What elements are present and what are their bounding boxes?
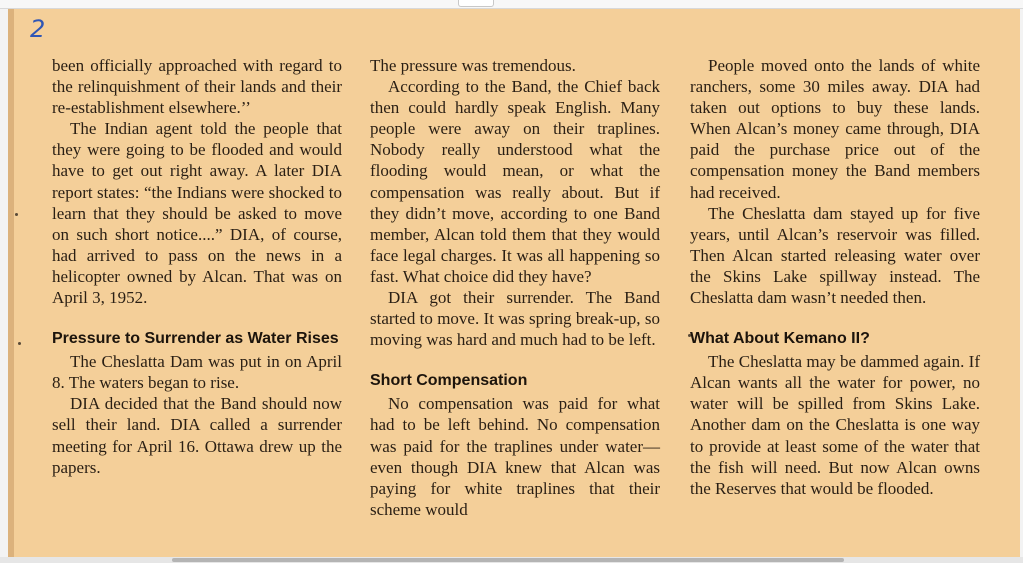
paragraph: DIA decided that the Band should now sell their land. DIA called a surrender meeting for April 16. Ottawa drew up the papers. (52, 394, 342, 477)
paragraph: No compensation was paid for what had to be left behind. No compensation was paid for the traplines under water—even though DIA knew that Alcan was paying for white traplines that their scheme would (370, 394, 660, 519)
paragraph: The Cheslatta dam stayed up for five years, until Alcan’s reservoir was filled. Then Alcan started releasing water over the Skins Lake spillway instead. The Cheslatta dam wasn’t needed then. (690, 203, 980, 308)
margin-mark (15, 213, 18, 216)
toolbar-toggle-handle[interactable] (458, 0, 494, 7)
scanned-page (8, 9, 1020, 557)
page-number: 2 (30, 15, 46, 43)
section-heading: What About Kemano II? (690, 330, 870, 348)
paragraph: The pressure was tremendous. (370, 56, 576, 75)
paragraph: DIA got their surrender. The Band started to move. It was spring break-up, so moving was hard and much had to be left. (370, 288, 660, 350)
paragraph: According to the Band, the Chief back then could hardly speak English. Many people were away on their traplines. Nobody really understood what the flooding would mean, or what the compensation was really about. But if they didn’t move, according to one Band member, Alcan told them that they would face legal charges. It was all happening so fast. What choice did they have? (370, 77, 660, 286)
scrollbar-thumb[interactable] (172, 558, 844, 562)
section-heading: Short Compensation (370, 372, 528, 390)
margin-mark (18, 342, 21, 345)
paragraph: The Indian agent told the people that they were going to be flooded and would have to get out right away. A later DIA report states: “the Indians were shocked to learn that they should be asked to move on such short notice....” DIA, of course, had arrived to pass on the news in a helicopter owned by Alcan. That was on April 3, 1952. (52, 119, 342, 308)
section-heading: Pressure to Surrender as Water Rises (52, 330, 339, 348)
page-edge-shadow (8, 9, 14, 557)
column-1 (52, 55, 342, 478)
column-3 (690, 55, 980, 499)
paragraph: The Cheslatta Dam was put in on April 8. The waters began to rise. (52, 352, 342, 393)
horizontal-scrollbar[interactable] (0, 557, 1023, 563)
paragraph: been officially approached with regard to the relinquishment of their lands and their re-establishment elsewhere.’’ (52, 56, 342, 118)
paragraph: The Cheslatta may be dammed again. If Alcan wants all the water for power, no water will be spilled from Skins Lake. Another dam on the Cheslatta is one way to provide at least some of the water that the fish will need. But now Alcan owns the Reserves that would be flooded. (690, 352, 980, 498)
top-toolbar (0, 0, 1023, 9)
paragraph: People moved onto the lands of white ranchers, some 30 miles away. DIA had taken out options to buy these lands. When Alcan’s money came through, DIA paid the purchase price out of the compensation money the Band members had received. (690, 56, 980, 202)
column-2 (370, 55, 660, 520)
